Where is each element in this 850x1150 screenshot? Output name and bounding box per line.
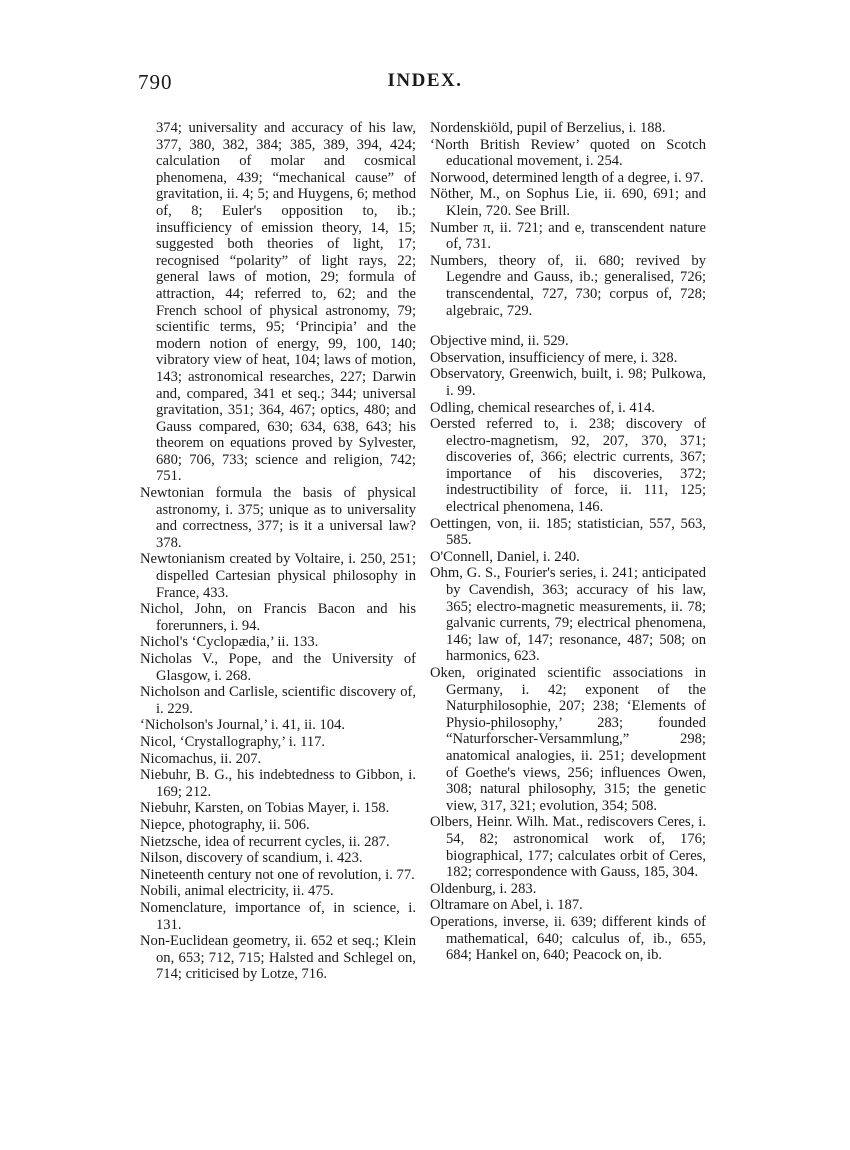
index-entry: Numbers, theory of, ii. 680; revived by Legendre and Gauss, ib.; generalised, 726; transcendental, 727, 730; corpus of, 728; algebraic, 729.: [430, 252, 706, 319]
index-entry: Nomenclature, importance of, in science, i. 131.: [140, 899, 416, 933]
index-entry: Niepce, photography, ii. 506.: [140, 816, 310, 833]
index-entry: Operations, inverse, ii. 639; different kinds of mathematical, 640; calculus of, ib., 655, 684; Hankel on, 640; Peacock on, ib.: [430, 913, 706, 964]
index-entry: Observatory, Greenwich, built, i. 98; Pulkowa, i. 99.: [430, 366, 706, 399]
index-entry: Nicomachus, ii. 207.: [140, 750, 262, 767]
index-entry: Niebuhr, B. G., his indebtedness to Gibbon, i. 169; 212.: [140, 767, 416, 800]
index-entry: Objective mind, ii. 529.: [430, 333, 569, 350]
index-entry: Observation, insufficiency of mere, i. 328.: [430, 349, 678, 366]
index-entry: Nilson, discovery of scandium, i. 423.: [140, 850, 363, 867]
index-entry: Nobili, animal electricity, ii. 475.: [140, 883, 334, 900]
index-entry: Olbers, Heinr. Wilh. Mat., rediscovers Ceres, i. 54, 82; astronomical work of, 176; biographical, 177; calculates orbit of Ceres, 182; correspondence with Gauss, 185, 304.: [430, 814, 706, 881]
index-entry: Oettingen, von, ii. 185; statistician, 557, 563, 585.: [430, 515, 706, 549]
index-entry: Newtonianism created by Voltaire, i. 250, 251; dispelled Cartesian physical philosophy in France, 433.: [140, 551, 416, 601]
index-entry: Norwood, determined length of a degree, i. 97.: [430, 169, 704, 186]
index-entry: Nietzsche, idea of recurrent cycles, ii. 287.: [140, 833, 390, 850]
page-number: 790: [138, 70, 173, 94]
letter-group-divider: [430, 319, 706, 333]
index-entry: Nicholson and Carlisle, scientific discovery of, i. 229.: [140, 684, 416, 717]
index-entry: Nicol, ‘Crystallography,’ i. 117.: [140, 733, 326, 750]
index-entry: Newtonian formula the basis of physical astronomy, i. 375; unique as to universality and correctness, 377; is it a universal law? 378.: [140, 485, 416, 551]
index-entry: Number π, ii. 721; and e, transcendent nature of, 731.: [430, 219, 706, 253]
index-entry: Nöther, M., on Sophus Lie, ii. 690, 691; and Klein, 720. See Brill.: [430, 186, 706, 219]
running-head: INDEX.: [387, 70, 463, 91]
index-entry: Nordenskiöld, pupil of Berzelius, i. 188.: [430, 120, 666, 136]
index-entry: Oersted referred to, i. 238; discovery of electro-magnetism, 92, 207, 370, 371; discoveries of, 366; electric currents, 367; importance of his discoveries, 372; indestructibility of force, ii. 111, 125; electrical phenomena, 146.: [430, 416, 706, 516]
index-entry: 374; universality and accuracy of his law, 377, 380, 382, 384; 385, 389, 394, 424; calculation of molar and cosmical phenomena, 439; “mechanical cause” of gravitation, ii. 4; 5; and Huygens, 6; method of, 8; Euler's opposition to, ib.; insufficiency of emission theory, 14, 15; suggested both theories of light, 17; recognised “polarity” of light rays, 22; general laws of motion, 29; formula of attraction, 44; referred to, 62; and the French school of physical astronomy, 79; scientific terms, 95; ‘Principia’ and the modern notion of energy, 99, 100, 140; vibratory view of heat, 104; laws of motion, 143; astronomical researches, 227; Darwin and, compared, 341 et seq.; 344; universal gravitation, 351; 364, 467; optics, 480; and Gauss compared, 630; 634, 638, 643; his theorem on equations proved by Sylvester, 680; 706, 733; science and religion, 742; 751.: [156, 120, 416, 485]
index-entry: Nichol, John, on Francis Bacon and his forerunners, i. 94.: [140, 601, 416, 634]
index-entry: Ohm, G. S., Fourier's series, i. 241; anticipated by Cavendish, 363; accuracy of his law, 365; electro-magnetic measurements, ii. 78; galvanic currents, 79; electrical phenomena, 146; law of, 147; resonance, 487; 508; on harmonics, 623.: [430, 565, 706, 665]
index-entry: O'Connell, Daniel, i. 240.: [430, 548, 580, 565]
index-entry: Nineteenth century not one of revolution, i. 77.: [140, 866, 415, 883]
index-entry: Oltramare on Abel, i. 187.: [430, 897, 583, 914]
index-entry: Non-Euclidean geometry, ii. 652 et seq.; Klein on, 653; 712, 715; Halsted and Schlegel on, 714; criticised by Lotze, 716.: [140, 933, 416, 983]
index-column-right: [430, 120, 706, 964]
index-entry: Nichol's ‘Cyclopædia,’ ii. 133.: [140, 634, 319, 651]
index-entry: ‘Nicholson's Journal,’ i. 41, ii. 104.: [140, 717, 346, 734]
index-entry: ‘North British Review’ quoted on Scotch educational movement, i. 254.: [430, 136, 706, 170]
index-entry: Niebuhr, Karsten, on Tobias Mayer, i. 158.: [140, 800, 390, 817]
index-entry: Odling, chemical researches of, i. 414.: [430, 399, 655, 416]
index-entry: Nicholas V., Pope, and the University of Glasgow, i. 268.: [140, 651, 416, 684]
index-column-left: [140, 120, 416, 983]
index-entry: Oken, originated scientific associations in Germany, i. 42; exponent of the Naturphilosophie, 207; 238; ‘Elements of Physio-philosophy,’ 283; founded “Naturforscher-Versammlung,” 298; anatomical analogies, ii. 251; development of Goethe's views, 256; influences Owen, 308; natural philosophy, 315; the genetic view, 317, 321; evolution, 354; 508.: [430, 665, 706, 814]
index-entry: Oldenburg, i. 283.: [430, 880, 537, 897]
